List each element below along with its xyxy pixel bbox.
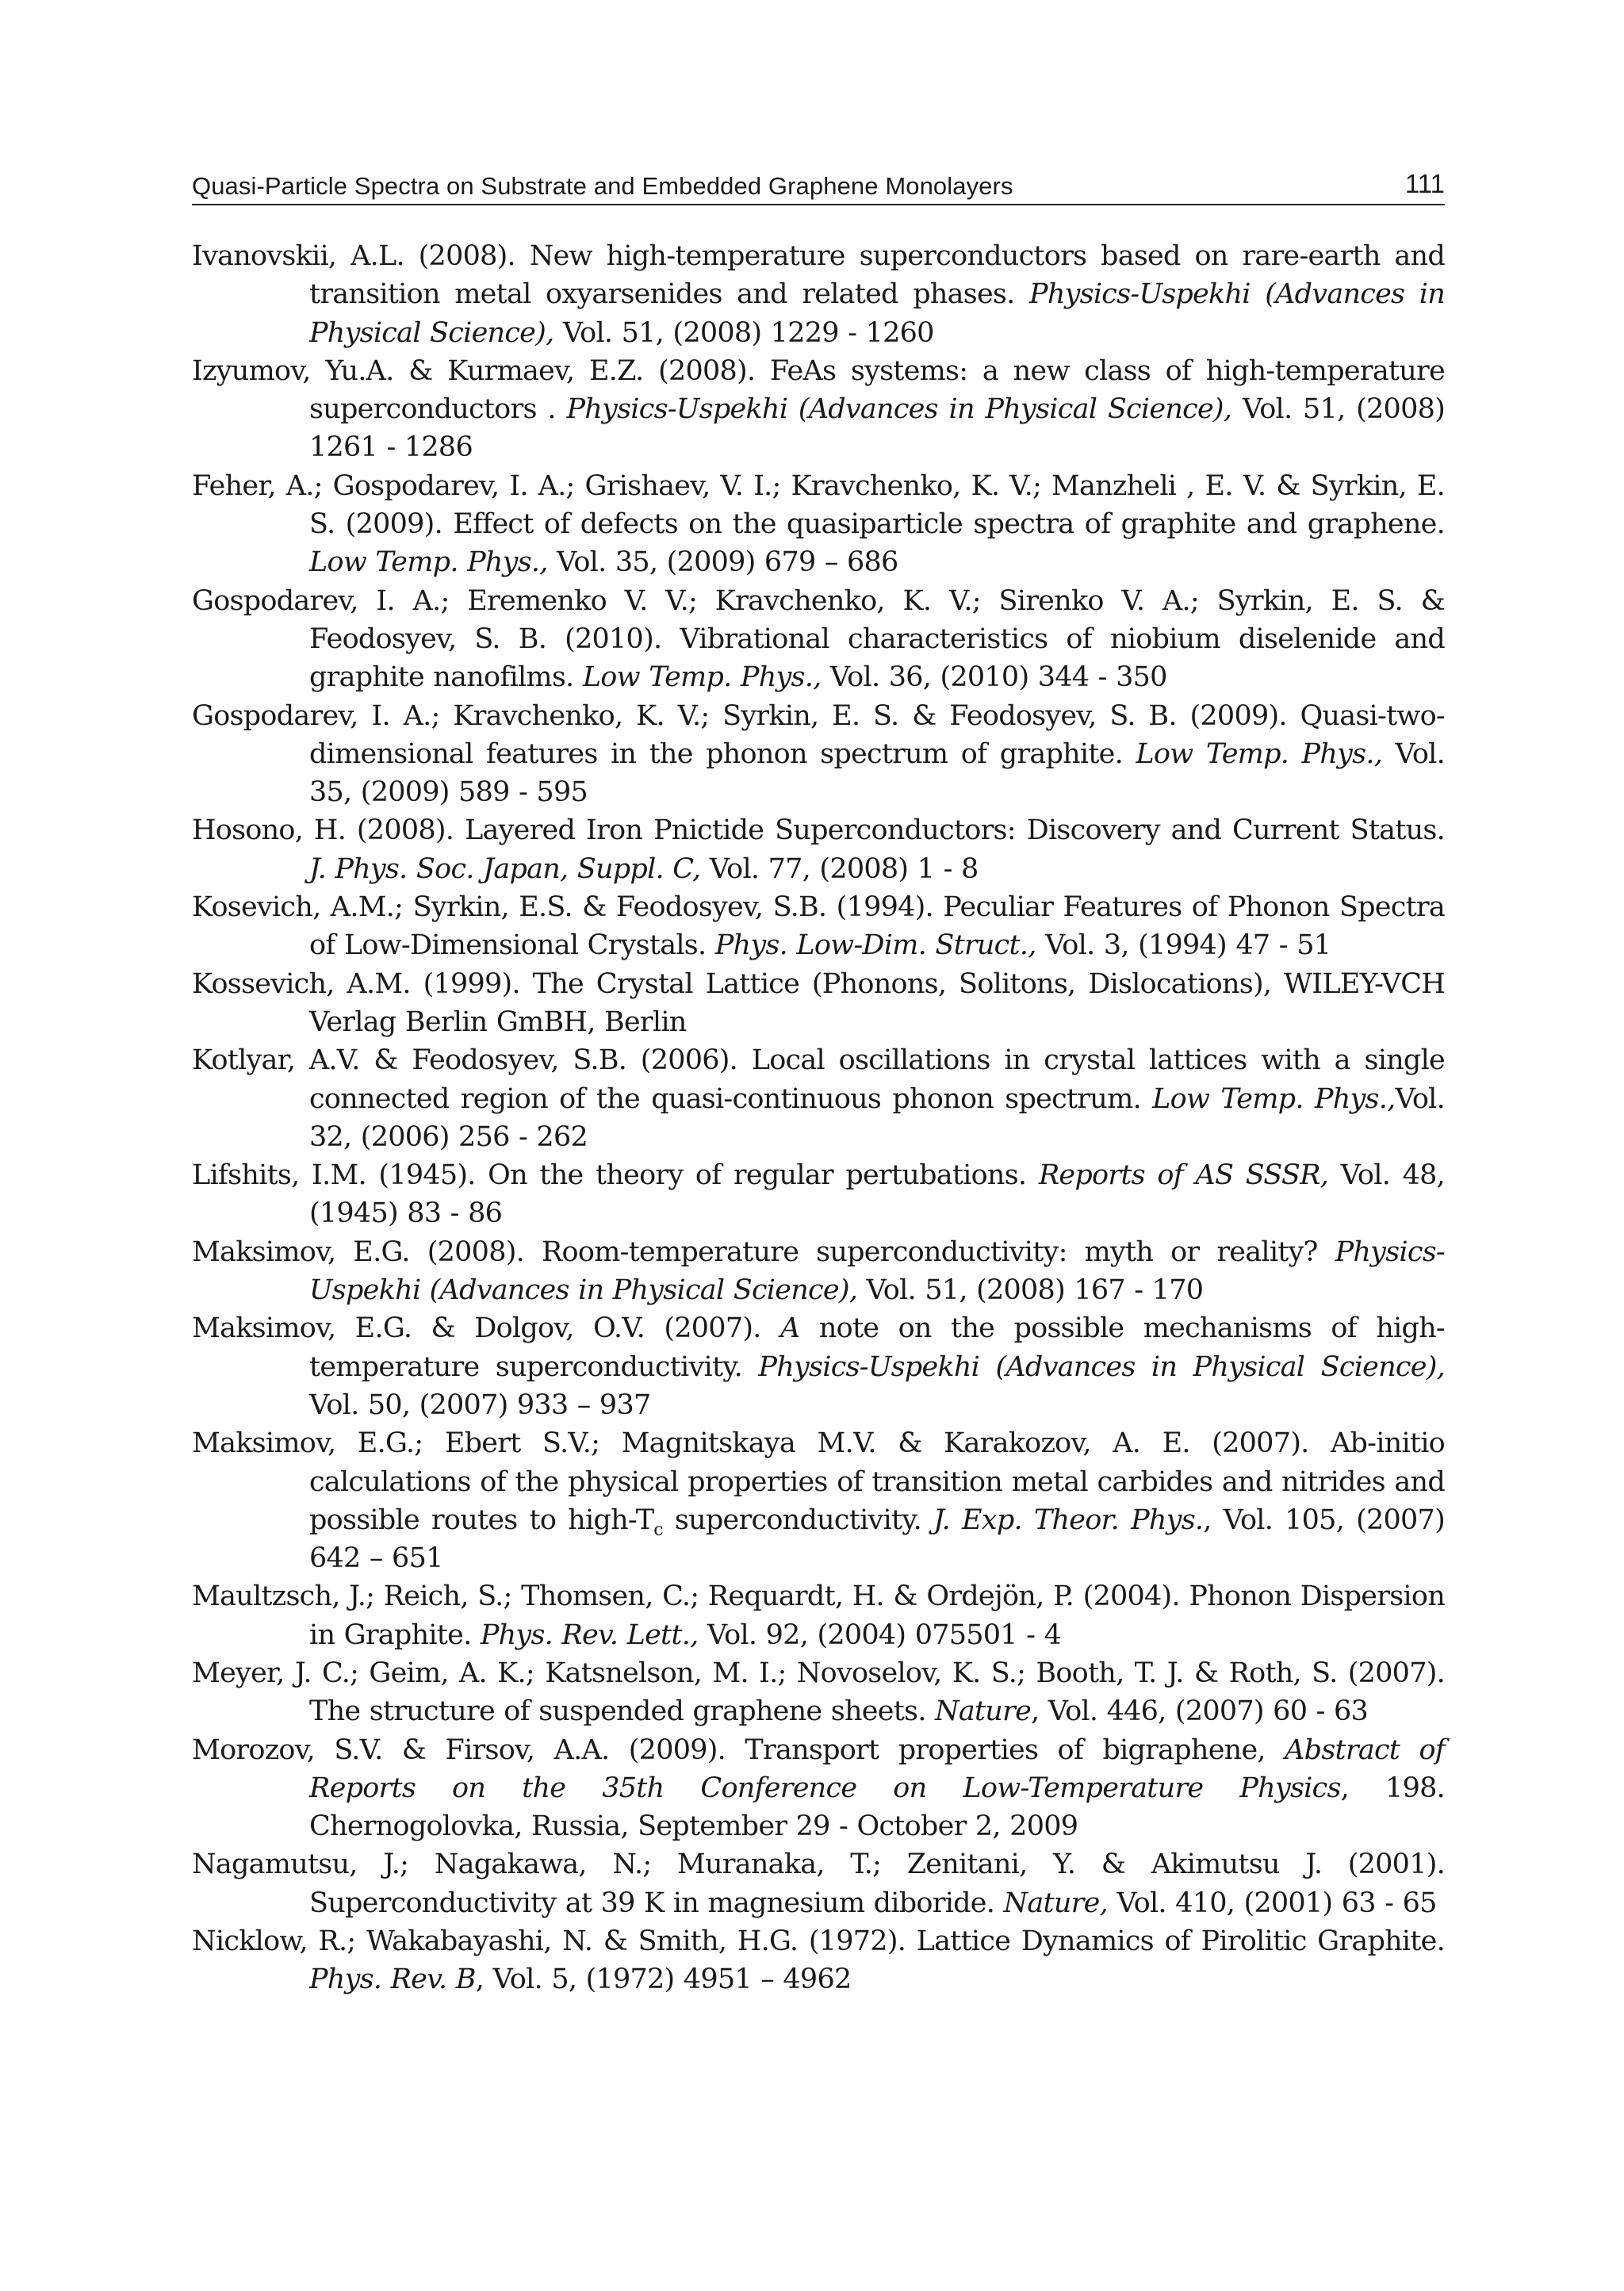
reference-entry: Morozov, S.V. & Firsov, A.A. (2009). Transport properties of bigraphene, Abstract of Reports on the 35th Conference on Low-Temperature Physics, 198. Chernogolovka, Russia, September 29 - October 2, 2009 [192, 1734, 1445, 1843]
subscript-c: c [653, 1519, 663, 1540]
reference-entry: Gospodarev, I. A.; Eremenko V. V.; Kravchenko, K. V.; Sirenko V. A.; Syrkin, E. S. & Feodosyev, S. B. (2010). Vibrational characteristics of niobium diselenide and graphite nanofilms. Low Temp. Phys., Vol. 36, (2010) 344 - 350 [192, 584, 1445, 694]
page-number: 111 [1404, 169, 1445, 198]
reference-entry: Ivanovskii, A.L. (2008). New high-temperature superconductors based on rare-earth and transition metal oxyarsenides and related phases. Physics-Uspekhi (Advances in Physical Science), Vol. 51, (2008) 1229 - 1260 [192, 240, 1445, 349]
reference-entry: Maultzsch, J.; Reich, S.; Thomsen, C.; Requardt, H. & Ordejön, P. (2004). Phonon Dispersion in Graphite. Phys. Rev. Lett., Vol. 92, (2004) 075501 - 4 [192, 1580, 1445, 1651]
reference-entry: Meyer, J. C.; Geim, A. K.; Katsnelson, M. I.; Novoselov, K. S.; Booth, T. J. & Roth, S. (2007). The structure of suspended graphene sheets. Nature, Vol. 446, (2007) 60 - 63 [192, 1657, 1445, 1728]
reference-entry: Kosevich, A.M.; Syrkin, E.S. & Feodosyev, S.B. (1994). Peculiar Features of Phonon Spectra of Low-Dimensional Crystals. Phys. Low-Dim. Struct., Vol. 3, (1994) 47 - 51 [192, 891, 1445, 962]
reference-entry: Maksimov, E.G. (2008). Room-temperature superconductivity: myth or reality? Physics-Uspekhi (Advances in Physical Science), Vol. 51, (2008) 167 - 170 [192, 1236, 1445, 1307]
reference-entry: Hosono, H. (2008). Layered Iron Pnictide Superconductors: Discovery and Current Status. J. Phys. Soc. Japan, Suppl. C, Vol. 77, (2008) 1 - 8 [192, 814, 1445, 885]
running-title: Quasi-Particle Spectra on Substrate and Embedded Graphene Monolayers [192, 172, 1013, 200]
reference-entry: Izyumov, Yu.A. & Kurmaev, E.Z. (2008). FeAs systems: a new class of high-temperature superconductors . Physics-Uspekhi (Advances in Physical Science), Vol. 51, (2008) 1261 - 1286 [192, 354, 1446, 464]
page-header [192, 163, 1445, 205]
reference-entry: Kossevich, A.M. (1999). The Crystal Lattice (Phonons, Solitons, Dislocations), WILEY-VCH Verlag Berlin GmBH, Berlin [192, 967, 1445, 1038]
reference-entry: Lifshits, I.M. (1945). On the theory of regular pertubations. Reports of AS SSSR, Vol. 48, (1945) 83 - 86 [192, 1159, 1445, 1230]
reference-entry: Nagamutsu, J.; Nagakawa, N.; Muranaka, T.; Zenitani, Y. & Akimutsu J. (2001). Superconductivity at 39 K in magnesium diboride. Nature, Vol. 410, (2001) 63 - 65 [192, 1849, 1445, 1919]
reference-list [192, 237, 1445, 1999]
reference-entry: Gospodarev, I. A.; Kravchenko, K. V.; Syrkin, E. S. & Feodosyev, S. B. (2009). Quasi-two-dimensional features in the phonon spectrum of graphite. Low Temp. Phys., Vol. 35, (2009) 589 - 595 [192, 699, 1445, 809]
reference-entry: Nicklow, R.; Wakabayashi, N. & Smith, H.G. (1972). Lattice Dynamics of Pirolitic Graphite. Phys. Rev. B, Vol. 5, (1972) 4951 – 4962 [192, 1925, 1445, 1996]
reference-entry: Feher, A.; Gospodarev, I. A.; Grishaev, V. I.; Kravchenko, K. V.; Manzheli , E. V. & Syrkin, E. S. (2009). Effect of defects on the quasiparticle spectra of graphite and graphene. Low Temp. Phys., Vol. 35, (2009) 679 – 686 [192, 469, 1445, 579]
reference-entry: Kotlyar, A.V. & Feodosyev, S.B. (2006). Local oscillations in crystal lattices with a single connected region of the quasi-continuous phonon spectrum. Low Temp. Phys.,Vol. 32, (2006) 256 - 262 [192, 1044, 1445, 1153]
reference-entry: Maksimov, E.G. & Dolgov, O.V. (2007). A note on the possible mechanisms of high-temperature superconductivity. Physics-Uspekhi (Advances in Physical Science), Vol. 50, (2007) 933 – 937 [192, 1312, 1445, 1421]
reference-entry: Maksimov, E.G.; Ebert S.V.; Magnitskaya M.V. & Karakozov, A. E. (2007). Ab-initio calculations of the physical properties of transition metal carbides and nitrides and possible routes to high-$T_c$ superconductivity. J. Exp. Theor. Phys., Vol. 105, (2007) 642 – 651 [192, 1427, 1445, 1575]
